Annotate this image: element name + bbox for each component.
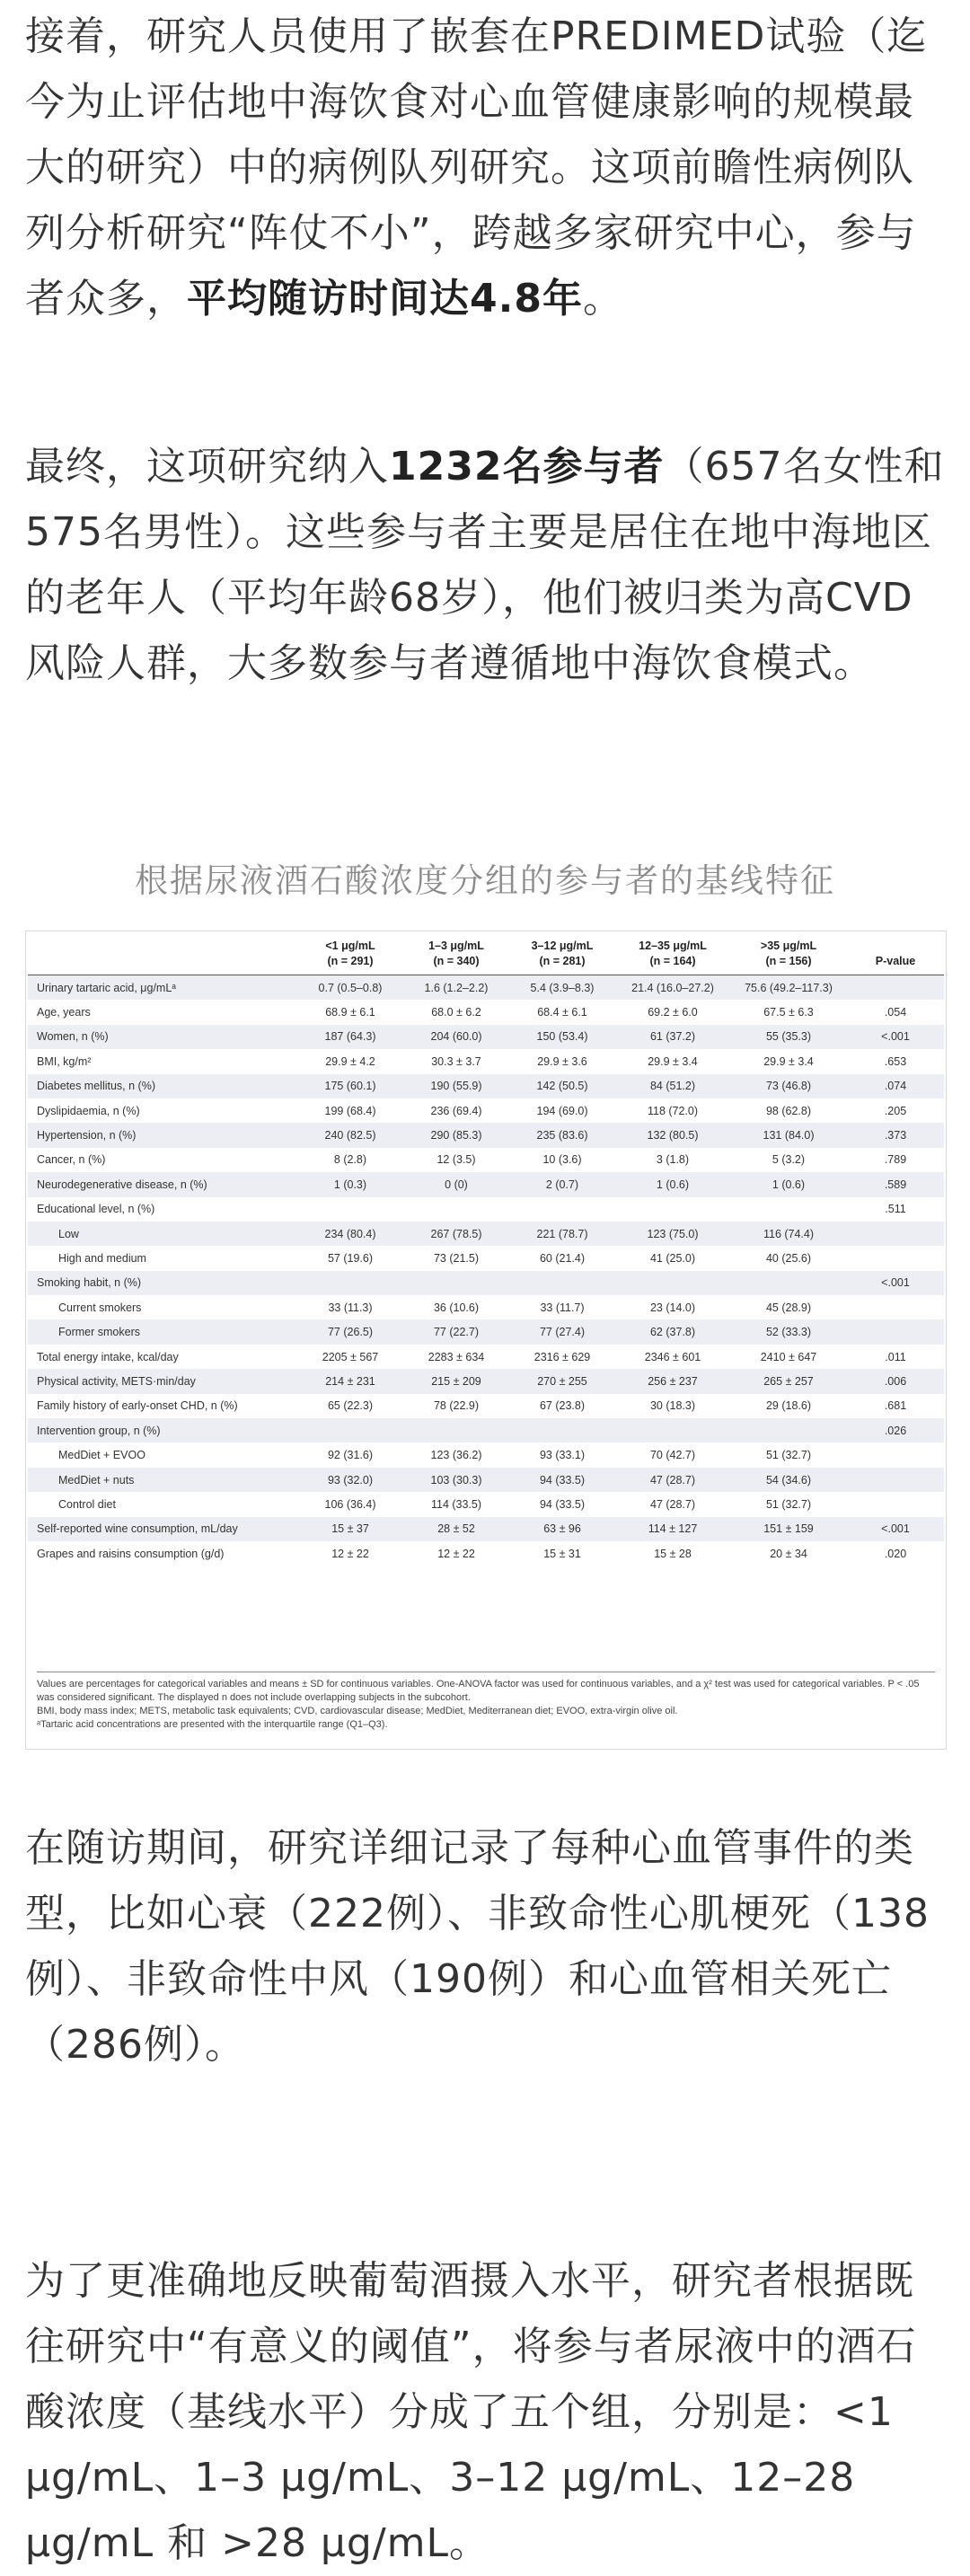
table-cell: 68.4 ± 6.1 (537, 1006, 587, 1019)
table-row (28, 1025, 944, 1049)
table-cell: 98 (62.8) (765, 1104, 812, 1117)
row-label: MedDiet + EVOO (58, 1449, 146, 1462)
table-row (28, 1197, 944, 1222)
table-cell: 12 (3.5) (436, 1153, 476, 1167)
bold-participant-count: 1232名参与者 (389, 444, 665, 490)
table-cell: 29.9 ± 4.2 (325, 1054, 375, 1068)
table-cell: 36 (10.6) (433, 1301, 480, 1314)
row-label: Physical activity, METS·min/day (28, 1369, 297, 1393)
table-cell: 69.2 ± 6.0 (648, 1006, 698, 1019)
table-cell: 93 (32.0) (297, 1468, 403, 1492)
p-value-cell: .011 (885, 1350, 906, 1363)
header-line1: >35 μg/mL (760, 940, 817, 952)
table-cell: 116 (74.4) (730, 1222, 847, 1246)
table-cell: 29 (18.6) (765, 1399, 812, 1413)
paragraph-concentration-groups: 为了更准确地反映葡萄酒摄入水平，研究者根据既往研究中“有意义的阈值”，将参与者尿液中的酒石酸浓度（基线水平）分成了五个组，分别是：<1 μg/mL、1–3 μg/mL、3–12 μg/mL、12–28 μg/mL 和 >28 μg/mL。 (25, 2258, 917, 2566)
row-label: Control diet (58, 1497, 116, 1511)
p-value-cell (847, 1468, 944, 1492)
row-label: Diabetes mellitus, n (%) (28, 1074, 297, 1098)
table-cell: 41 (25.0) (649, 1251, 696, 1265)
table-cell: 234 (80.4) (297, 1222, 403, 1246)
table-cell: 20 ± 34 (770, 1547, 807, 1560)
table-cell: 2 (0.7) (509, 1172, 615, 1196)
table-row (28, 1049, 944, 1073)
table-row (28, 1271, 944, 1295)
table-cell: 214 ± 231 (297, 1369, 403, 1393)
header-line1: P-value (875, 955, 916, 967)
table-row (28, 1246, 944, 1270)
bold-followup-duration: 平均随访时间达4.8年 (187, 276, 583, 322)
p-value-cell: .026 (847, 1418, 944, 1442)
row-label: Educational level, n (%) (37, 1203, 155, 1216)
table-cell: 2316 ± 629 (534, 1350, 591, 1363)
table-cell: 235 (83.6) (509, 1123, 615, 1147)
column-header (509, 935, 615, 975)
table-cell: 75.6 (49.2–117.3) (730, 975, 847, 1001)
p-value-cell (847, 1442, 944, 1467)
table-cell: 114 (33.5) (430, 1497, 482, 1511)
table-row (28, 1295, 944, 1319)
table-cell: 45 (28.9) (765, 1301, 812, 1314)
table-cell: 47 (28.7) (649, 1497, 696, 1511)
table-row (28, 1492, 944, 1516)
table-cell: 151 ± 159 (730, 1517, 847, 1541)
table-cell (403, 1197, 509, 1222)
table-cell: 0 (0) (403, 1172, 509, 1196)
p-value-cell: <.001 (847, 1025, 944, 1049)
header-line1: <1 μg/mL (325, 940, 375, 952)
p-value-cell: .589 (847, 1172, 944, 1196)
row-label: Total energy intake, kcal/day (37, 1350, 179, 1363)
table-cell: 290 (85.3) (403, 1123, 509, 1147)
table-cell (615, 1271, 730, 1295)
table-cell: 199 (68.4) (324, 1104, 376, 1117)
table-cell: 265 ± 257 (730, 1369, 847, 1393)
row-label: Neurodegenerative disease, n (%) (28, 1172, 297, 1196)
header-line2: (n = 291) (327, 955, 374, 967)
paragraph-followup: 接着，研究人员使用了嵌套在PREDIMED试验（迄今为止评估地中海饮食对心血管健康影响的规模最大的研究）中的病例队列研究。这项前瞻性病例队列分析研究“阵仗不小”，跨越多家研究中心，参与者众多，平均随访时间达4.8年。 (25, 13, 928, 322)
table-cell: 67.5 ± 6.3 (763, 1006, 814, 1019)
table-cell (403, 1418, 509, 1442)
header-line1: 1–3 μg/mL (428, 940, 484, 952)
table-cell: 1.6 (1.2–2.2) (403, 975, 509, 1001)
table-cell: 1 (0.6) (615, 1172, 730, 1196)
p-value-cell (847, 1319, 944, 1344)
header-line2: (n = 164) (649, 955, 696, 967)
row-label: Self-reported wine consumption, mL/day (28, 1517, 297, 1541)
table-cell: 236 (69.4) (430, 1104, 482, 1117)
table-row (28, 975, 944, 1001)
table-cell: 84 (51.2) (615, 1074, 730, 1098)
table-cell: 150 (53.4) (509, 1025, 615, 1049)
column-header (403, 935, 509, 975)
table-cell: 106 (36.4) (324, 1497, 376, 1511)
table-row (28, 1394, 944, 1418)
table-cell: 52 (33.3) (730, 1319, 847, 1344)
row-label: Cancer, n (%) (37, 1153, 106, 1167)
table-cell: 73 (21.5) (433, 1251, 480, 1265)
p-value-cell: .054 (884, 1006, 907, 1019)
table-cell: 23 (14.0) (649, 1301, 696, 1314)
table-cell: 118 (72.0) (647, 1104, 699, 1117)
table-cell: 5.4 (3.9–8.3) (509, 975, 615, 1001)
column-header (730, 935, 847, 975)
table-cell: 68.9 ± 6.1 (325, 1006, 375, 1019)
table-cell: 93 (33.1) (539, 1449, 586, 1462)
table-cell: 67 (23.8) (539, 1399, 586, 1413)
paragraph-cvd-events: 在随访期间，研究详细记录了每种心血管事件的类型，比如心衰（222例）、非致命性心肌梗死（138例）、非致命性中风（190例）和心血管相关死亡（286例）。 (25, 1825, 930, 2068)
footnote: ᵃTartaric acid concentrations are presented with the interquartile range (Q1–Q3). (37, 1719, 388, 1730)
row-label: Smoking habit, n (%) (28, 1271, 297, 1295)
table-cell: 51 (32.7) (765, 1449, 812, 1462)
table-row (28, 1345, 944, 1369)
table-cell: 15 ± 37 (297, 1517, 403, 1541)
footnote: Values are percentages for categorical variables and means ± SD for continuous variables. One-ANOVA factor was used for continuous variables, and a χ² test was used for categorical variables. P < .05 was considered significant. The displayed n does not include overlapping subjects in the subcohort. (37, 1679, 920, 1703)
table-cell: 132 (80.5) (615, 1123, 730, 1147)
table-cell: 29.9 ± 3.4 (648, 1054, 698, 1068)
table-cell: 77 (26.5) (297, 1319, 403, 1344)
table-cell: 103 (30.3) (403, 1468, 509, 1492)
table-cell: 94 (33.5) (509, 1468, 615, 1492)
table-cell: 62 (37.8) (615, 1319, 730, 1344)
paragraph-participants: 最终，这项研究纳入1232名参与者（657名女性和575名男性）。这些参与者主要是居住在地中海地区的老年人（平均年龄68岁），他们被归类为高CVD风险人群，大多数参与者遵循地中海饮食模式。 (25, 444, 945, 686)
table-cell (509, 1271, 615, 1295)
table-cell: 256 ± 237 (615, 1369, 730, 1393)
row-label: Hypertension, n (%) (28, 1123, 297, 1147)
table-cell: 78 (22.9) (433, 1399, 480, 1413)
footnote: BMI, body mass index; METS, metabolic task equivalents; CVD, cardiovascular disease; MedDiet, Mediterranean diet; EVOO, extra-virgin olive oil. (37, 1706, 678, 1716)
header-line1: 12–35 μg/mL (639, 940, 707, 952)
row-label: Urinary tartaric acid, μg/mLᵃ (28, 975, 297, 1001)
table-cell: 65 (22.3) (327, 1399, 374, 1413)
table-cell: 10 (3.6) (542, 1153, 582, 1167)
table-cell: 131 (84.0) (730, 1123, 847, 1147)
p-value-cell (847, 1222, 944, 1246)
column-header (847, 935, 944, 975)
table-cell: 63 ± 96 (509, 1517, 615, 1541)
column-header (615, 935, 730, 975)
table-row (28, 1541, 944, 1566)
table-cell: 12 ± 22 (437, 1547, 475, 1560)
table-row (28, 1222, 944, 1246)
table-row (28, 1000, 944, 1024)
header-line2: (n = 156) (765, 955, 812, 967)
column-header (297, 935, 403, 975)
table-cell: 0.7 (0.5–0.8) (297, 975, 403, 1001)
table-cell: 33 (11.3) (328, 1301, 373, 1314)
table-row (28, 1418, 944, 1442)
header-line2: (n = 281) (539, 955, 586, 967)
row-label: Dyslipidaemia, n (%) (37, 1104, 140, 1117)
table-cell: 73 (46.8) (730, 1074, 847, 1098)
table-cell: 77 (27.4) (509, 1319, 615, 1344)
table-row (28, 1468, 944, 1492)
table-cell: 47 (28.7) (615, 1468, 730, 1492)
table-row (28, 1148, 944, 1172)
table-cell: 175 (60.1) (297, 1074, 403, 1098)
table-cell: 12 ± 22 (331, 1547, 369, 1560)
table-cell (730, 1271, 847, 1295)
p-value-cell: .511 (885, 1203, 906, 1216)
table-cell (297, 1271, 403, 1295)
table-cell: 194 (69.0) (536, 1104, 588, 1117)
table-cell: 1 (0.6) (730, 1172, 847, 1196)
baseline-characteristics-figure (25, 931, 947, 1750)
table-cell: 15 ± 28 (654, 1547, 692, 1560)
table-row (28, 1074, 944, 1098)
table-row (28, 1442, 944, 1467)
table-cell (403, 1271, 509, 1295)
p-value-cell: .373 (847, 1123, 944, 1147)
table-row (28, 1319, 944, 1344)
table-cell: 55 (35.3) (730, 1025, 847, 1049)
table-cell: 28 ± 52 (403, 1517, 509, 1541)
table-cell: 142 (50.5) (509, 1074, 615, 1098)
table-cell: 51 (32.7) (765, 1497, 812, 1511)
table-cell: 15 ± 31 (543, 1547, 581, 1560)
p-value-cell (847, 975, 944, 1001)
table-cell: 1 (0.3) (297, 1172, 403, 1196)
table-footnotes (37, 1672, 935, 1732)
p-value-cell: .681 (884, 1399, 907, 1413)
table-cell (730, 1197, 847, 1222)
table-cell (615, 1197, 730, 1222)
row-label: Former smokers (28, 1319, 297, 1344)
table-cell: 21.4 (16.0–27.2) (615, 975, 730, 1001)
header-line1: 3–12 μg/mL (531, 940, 594, 952)
p-value-cell: .205 (884, 1104, 907, 1117)
table-cell: 70 (42.7) (649, 1449, 696, 1462)
figure-caption: 根据尿液酒石酸浓度分组的参与者的基线特征 (135, 861, 835, 900)
table-cell: 2283 ± 634 (428, 1350, 485, 1363)
table-cell: 221 (78.7) (509, 1222, 615, 1246)
table-cell: 29.9 ± 3.4 (763, 1054, 814, 1068)
row-label: MedDiet + nuts (28, 1468, 297, 1492)
table-cell: 60 (21.4) (539, 1251, 586, 1265)
row-label: High and medium (58, 1251, 146, 1265)
table-cell: 123 (36.2) (430, 1449, 482, 1462)
p-value-cell (847, 1492, 944, 1516)
row-label: BMI, kg/m² (37, 1054, 92, 1068)
table-cell: 204 (60.0) (403, 1025, 509, 1049)
p-value-cell: .020 (884, 1547, 907, 1560)
header-line2: (n = 340) (433, 955, 480, 967)
table-cell: 92 (31.6) (327, 1449, 374, 1462)
row-label: Women, n (%) (28, 1025, 297, 1049)
table-row (28, 1517, 944, 1541)
row-label: Age, years (37, 1006, 91, 1019)
table-cell (615, 1418, 730, 1442)
table-cell: 54 (34.6) (730, 1468, 847, 1492)
table-cell (730, 1418, 847, 1442)
table-cell: 2205 ± 567 (322, 1350, 379, 1363)
p-value-cell: <.001 (847, 1517, 944, 1541)
table-cell: 123 (75.0) (615, 1222, 730, 1246)
table-cell: 240 (82.5) (297, 1123, 403, 1147)
p-value-cell (847, 1246, 944, 1270)
p-value-cell: .789 (884, 1153, 907, 1167)
table-cell: 30 (18.3) (649, 1399, 696, 1413)
table-cell (297, 1418, 403, 1442)
table-cell: 2346 ± 601 (644, 1350, 701, 1363)
p-value-cell: .006 (847, 1369, 944, 1393)
p-value-cell: <.001 (847, 1271, 944, 1295)
baseline-table (28, 935, 944, 1566)
table-cell: 2410 ± 647 (760, 1350, 817, 1363)
table-cell: 94 (33.5) (539, 1497, 586, 1511)
table-row (28, 1172, 944, 1196)
table-cell: 30.3 ± 3.7 (431, 1054, 481, 1068)
row-label: Grapes and raisins consumption (g/d) (37, 1547, 225, 1560)
table-cell: 114 ± 127 (615, 1517, 730, 1541)
table-cell: 5 (3.2) (772, 1153, 806, 1167)
row-label: Low (28, 1222, 297, 1246)
table-row (28, 1098, 944, 1123)
table-cell: 29.9 ± 3.6 (537, 1054, 587, 1068)
row-label: Current smokers (58, 1301, 142, 1314)
table-cell: 57 (19.6) (327, 1251, 374, 1265)
table-row (28, 1123, 944, 1147)
table-cell: 77 (22.7) (403, 1319, 509, 1344)
p-value-cell (847, 1295, 944, 1319)
table-cell (509, 1197, 615, 1222)
table-cell: 61 (37.2) (615, 1025, 730, 1049)
table-cell: 33 (11.7) (540, 1301, 585, 1314)
table-cell: 3 (1.8) (656, 1153, 690, 1167)
table-cell (509, 1418, 615, 1442)
table-cell: 215 ± 209 (403, 1369, 509, 1393)
table-cell: 8 (2.8) (333, 1153, 367, 1167)
table-cell: 267 (78.5) (403, 1222, 509, 1246)
table-row (28, 1369, 944, 1393)
table-header-row (28, 935, 944, 975)
p-value-cell: .653 (884, 1054, 907, 1068)
table-cell: 190 (55.9) (403, 1074, 509, 1098)
table-cell: 187 (64.3) (297, 1025, 403, 1049)
p-value-cell: .074 (847, 1074, 944, 1098)
table-cell: 40 (25.6) (765, 1251, 812, 1265)
table-cell: 270 ± 255 (509, 1369, 615, 1393)
row-label: Family history of early-onset CHD, n (%) (37, 1399, 238, 1413)
row-label: Intervention group, n (%) (28, 1418, 297, 1442)
table-cell (297, 1197, 403, 1222)
header-blank (28, 935, 297, 975)
table-cell: 68.0 ± 6.2 (431, 1006, 481, 1019)
